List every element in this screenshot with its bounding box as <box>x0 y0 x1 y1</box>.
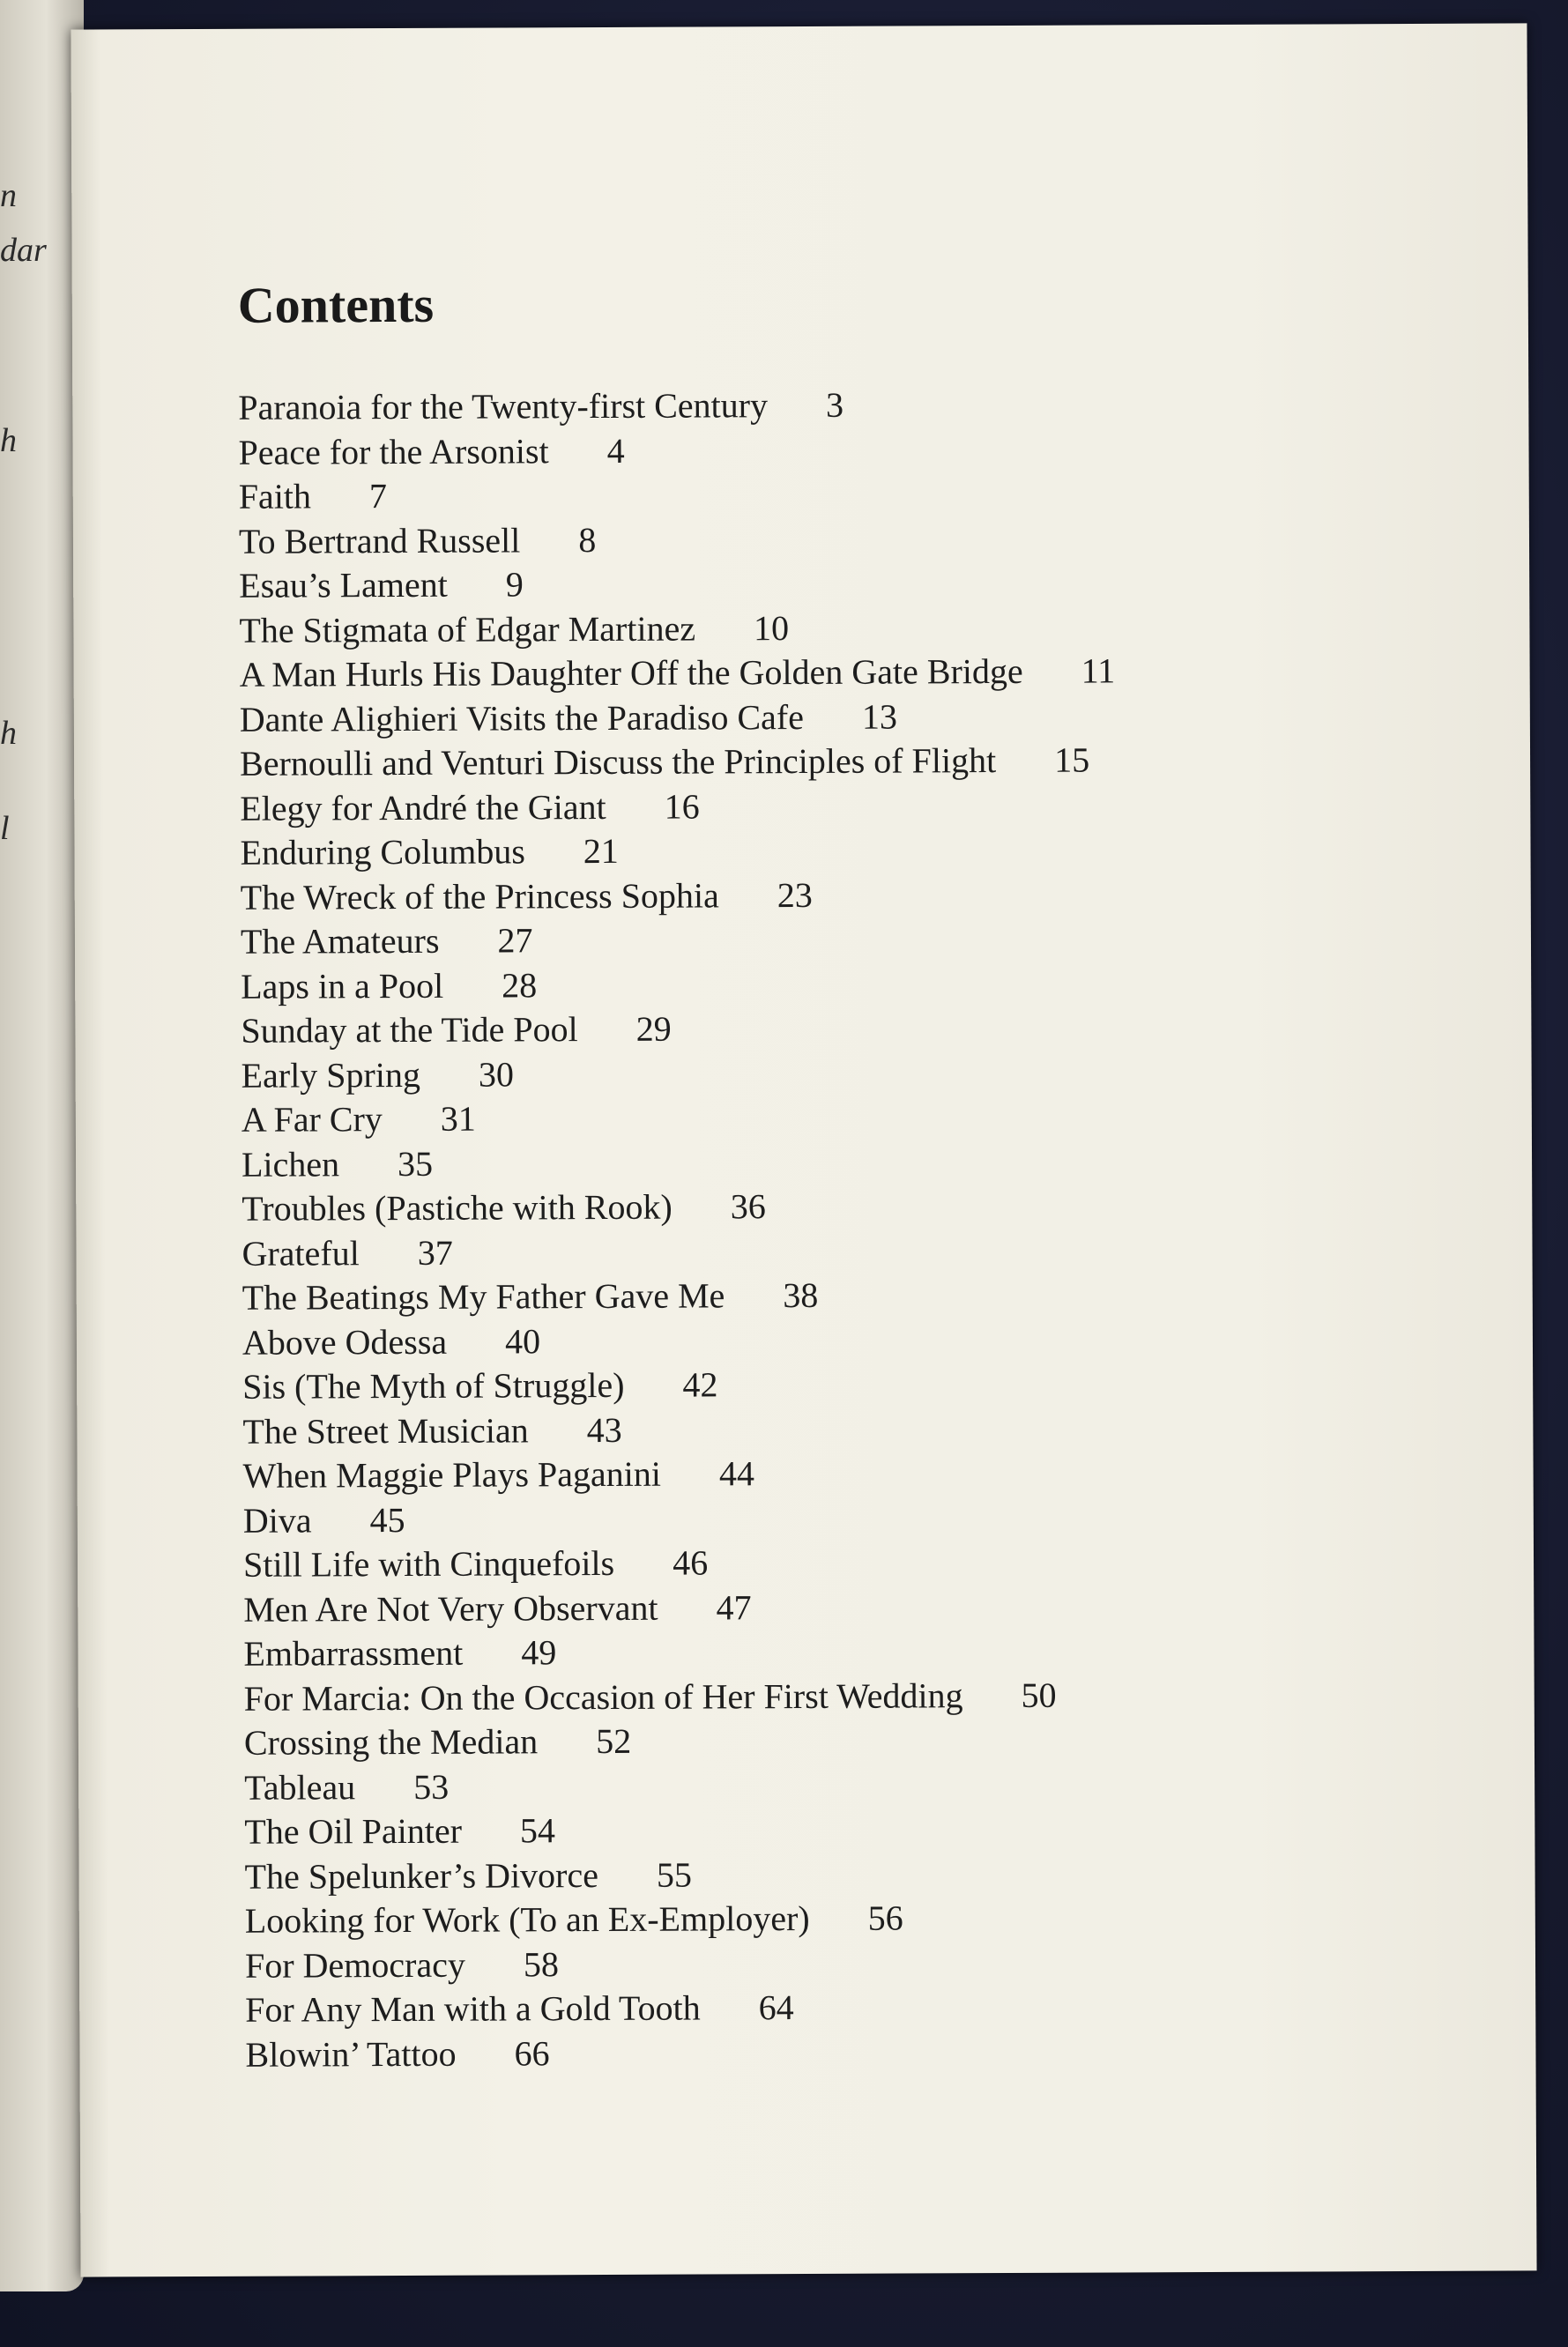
contents-heading: Contents <box>237 275 435 334</box>
entry-title: Tableau <box>244 1766 356 1808</box>
entry-title: Laps in a Pool <box>241 965 444 1006</box>
contents-entry <box>242 1049 1387 1098</box>
contents-entry <box>242 1316 1388 1365</box>
contents-entry <box>241 960 1386 1009</box>
entry-title: Peace for the Arsonist <box>238 430 549 472</box>
entry-title: For Marcia: On the Occasion of Her First Wedding <box>243 1675 963 1719</box>
entry-title: Above Odessa <box>242 1321 448 1363</box>
contents-list <box>238 381 1391 2077</box>
contents-entry <box>241 871 1386 920</box>
contents-entry <box>244 1850 1390 1899</box>
entry-page-number: 53 <box>413 1766 450 1807</box>
entry-page-number: 16 <box>664 786 700 827</box>
entry-title: Crossing the Median <box>243 1721 539 1763</box>
entry-page-number: 10 <box>753 607 790 648</box>
entry-title: For Any Man with a Gold Tooth <box>245 1987 701 2030</box>
contents-entry <box>238 381 1384 430</box>
entry-page-number: 35 <box>398 1143 434 1184</box>
entry-page-number: 21 <box>583 830 619 872</box>
entry-title: The Street Musician <box>242 1409 529 1452</box>
entry-title: A Man Hurls His Daughter Off the Golden Gate Bridge <box>239 650 1023 694</box>
entry-page-number: 43 <box>586 1409 622 1450</box>
entry-page-number: 23 <box>777 874 813 915</box>
contents-entry <box>239 559 1385 608</box>
entry-page-number: 38 <box>783 1274 819 1316</box>
entry-title: Paranoia for the Twenty-first Century <box>238 385 769 427</box>
contents-entry <box>242 1271 1388 1320</box>
entry-title: Still Life with Cinquefoils <box>242 1542 615 1585</box>
entry-title: The Spelunker’s Divorce <box>244 1854 599 1897</box>
entry-page-number: 49 <box>521 1632 557 1673</box>
entry-title: To Bertrand Russell <box>238 519 521 561</box>
entry-title: Enduring Columbus <box>240 831 525 873</box>
contents-entry <box>242 1182 1387 1231</box>
contents-entry <box>244 1716 1390 1765</box>
entry-page-number: 28 <box>502 964 538 1005</box>
entry-title: The Stigmata of Edgar Martinez <box>239 608 696 650</box>
entry-page-number: 27 <box>497 920 533 961</box>
entry-title: Sunday at the Tide Pool <box>241 1009 578 1051</box>
entry-title: The Beatings My Father Gave Me <box>242 1275 725 1318</box>
entry-title: Elegy for André the Giant <box>240 786 606 828</box>
entry-page-number: 64 <box>758 1987 794 2028</box>
entry-title: The Amateurs <box>240 920 440 962</box>
entry-title: Looking for Work (To an Ex-Employer) <box>244 1898 810 1941</box>
contents-entry <box>242 1227 1387 1276</box>
entry-page-number: 45 <box>369 1499 405 1540</box>
contents-entry <box>240 737 1386 786</box>
left-page-fragment: n <box>0 177 17 214</box>
entry-title: For Democracy <box>244 1944 466 1986</box>
contents-entry <box>242 1449 1388 1498</box>
contents-entry <box>244 1805 1390 1854</box>
entry-page-number: 42 <box>682 1364 718 1405</box>
entry-page-number: 44 <box>718 1453 755 1494</box>
entry-page-number: 46 <box>673 1542 709 1583</box>
entry-title: Esau’s Lament <box>239 564 448 605</box>
contents-entry <box>241 1004 1386 1053</box>
contents-entry <box>242 1093 1387 1142</box>
contents-entry <box>242 1360 1388 1409</box>
contents-entry <box>245 2028 1391 2077</box>
entry-page-number: 37 <box>417 1232 453 1273</box>
left-page-fragment: h <box>0 422 17 459</box>
entry-title: Faith <box>238 476 312 516</box>
entry-title: Blowin’ Tattoo <box>245 2033 457 2075</box>
entry-page-number: 15 <box>1054 739 1090 780</box>
entry-page-number: 47 <box>716 1586 752 1627</box>
entry-page-number: 54 <box>519 1810 556 1851</box>
contents-entry <box>241 915 1386 964</box>
entry-title: Sis (The Myth of Struggle) <box>242 1364 625 1407</box>
entry-page-number: 50 <box>1021 1675 1057 1715</box>
entry-title: Bernoulli and Venturi Discuss the Principles of Flight <box>239 740 997 784</box>
entry-page-number: 55 <box>656 1854 693 1895</box>
entry-page-number: 8 <box>578 519 597 560</box>
entry-page-number: 36 <box>730 1186 766 1227</box>
entry-page-number: 4 <box>606 430 625 471</box>
contents-entry <box>244 1672 1390 1721</box>
entry-title: When Maggie Plays Paganini <box>242 1453 662 1496</box>
entry-page-number: 11 <box>1081 650 1116 691</box>
entry-title: The Oil Painter <box>244 1810 463 1852</box>
entry-title: The Wreck of the Princess Sophia <box>240 874 719 917</box>
entry-page-number: 52 <box>596 1720 632 1762</box>
contents-entry <box>242 1138 1387 1187</box>
entry-title: Early Spring <box>241 1054 421 1096</box>
entry-page-number: 31 <box>440 1098 476 1139</box>
contents-entry <box>239 604 1385 653</box>
contents-entry <box>240 782 1386 831</box>
left-page-fragment: dar <box>0 232 47 269</box>
left-page-fragment: h <box>0 715 17 752</box>
entry-page-number: 7 <box>368 476 388 516</box>
entry-title: Men Are Not Very Observant <box>243 1587 658 1630</box>
entry-page-number: 56 <box>867 1898 903 1938</box>
contents-entry <box>243 1583 1389 1632</box>
contents-entry <box>243 1538 1389 1587</box>
entry-title: Embarrassment <box>243 1632 464 1674</box>
entry-title: Lichen <box>241 1143 340 1185</box>
entry-page-number: 3 <box>825 384 844 425</box>
entry-title: Grateful <box>242 1232 360 1274</box>
contents-entry <box>239 470 1385 519</box>
entry-title: Dante Alighieri Visits the Paradiso Cafe <box>239 696 805 739</box>
left-facing-page <box>0 0 84 2291</box>
contents-entry <box>245 1983 1391 2032</box>
entry-title: Diva <box>242 1499 312 1541</box>
contents-entry <box>240 648 1386 697</box>
contents-entry <box>238 426 1384 475</box>
table-of-contents <box>238 271 1392 2077</box>
contents-entry <box>243 1627 1389 1676</box>
contents-entry <box>243 1494 1389 1543</box>
contents-entry <box>240 826 1386 875</box>
contents-entry <box>240 693 1386 742</box>
entry-page-number: 13 <box>861 696 898 737</box>
entry-title: A Far Cry <box>241 1099 383 1140</box>
left-page-fragment: l <box>0 810 10 847</box>
contents-entry <box>239 515 1385 564</box>
entry-page-number: 66 <box>514 2032 550 2073</box>
contents-entry <box>245 1894 1391 1943</box>
entry-page-number: 30 <box>478 1053 515 1095</box>
entry-page-number: 40 <box>505 1320 541 1361</box>
entry-page-number: 29 <box>635 1008 672 1049</box>
entry-page-number: 58 <box>523 1943 560 1984</box>
entry-title: Troubles (Pastiche with Rook) <box>242 1186 673 1229</box>
book-page <box>71 23 1536 2276</box>
entry-page-number: 9 <box>505 564 524 605</box>
contents-entry <box>244 1761 1390 1810</box>
contents-entry <box>245 1939 1391 1988</box>
contents-entry <box>242 1405 1388 1454</box>
